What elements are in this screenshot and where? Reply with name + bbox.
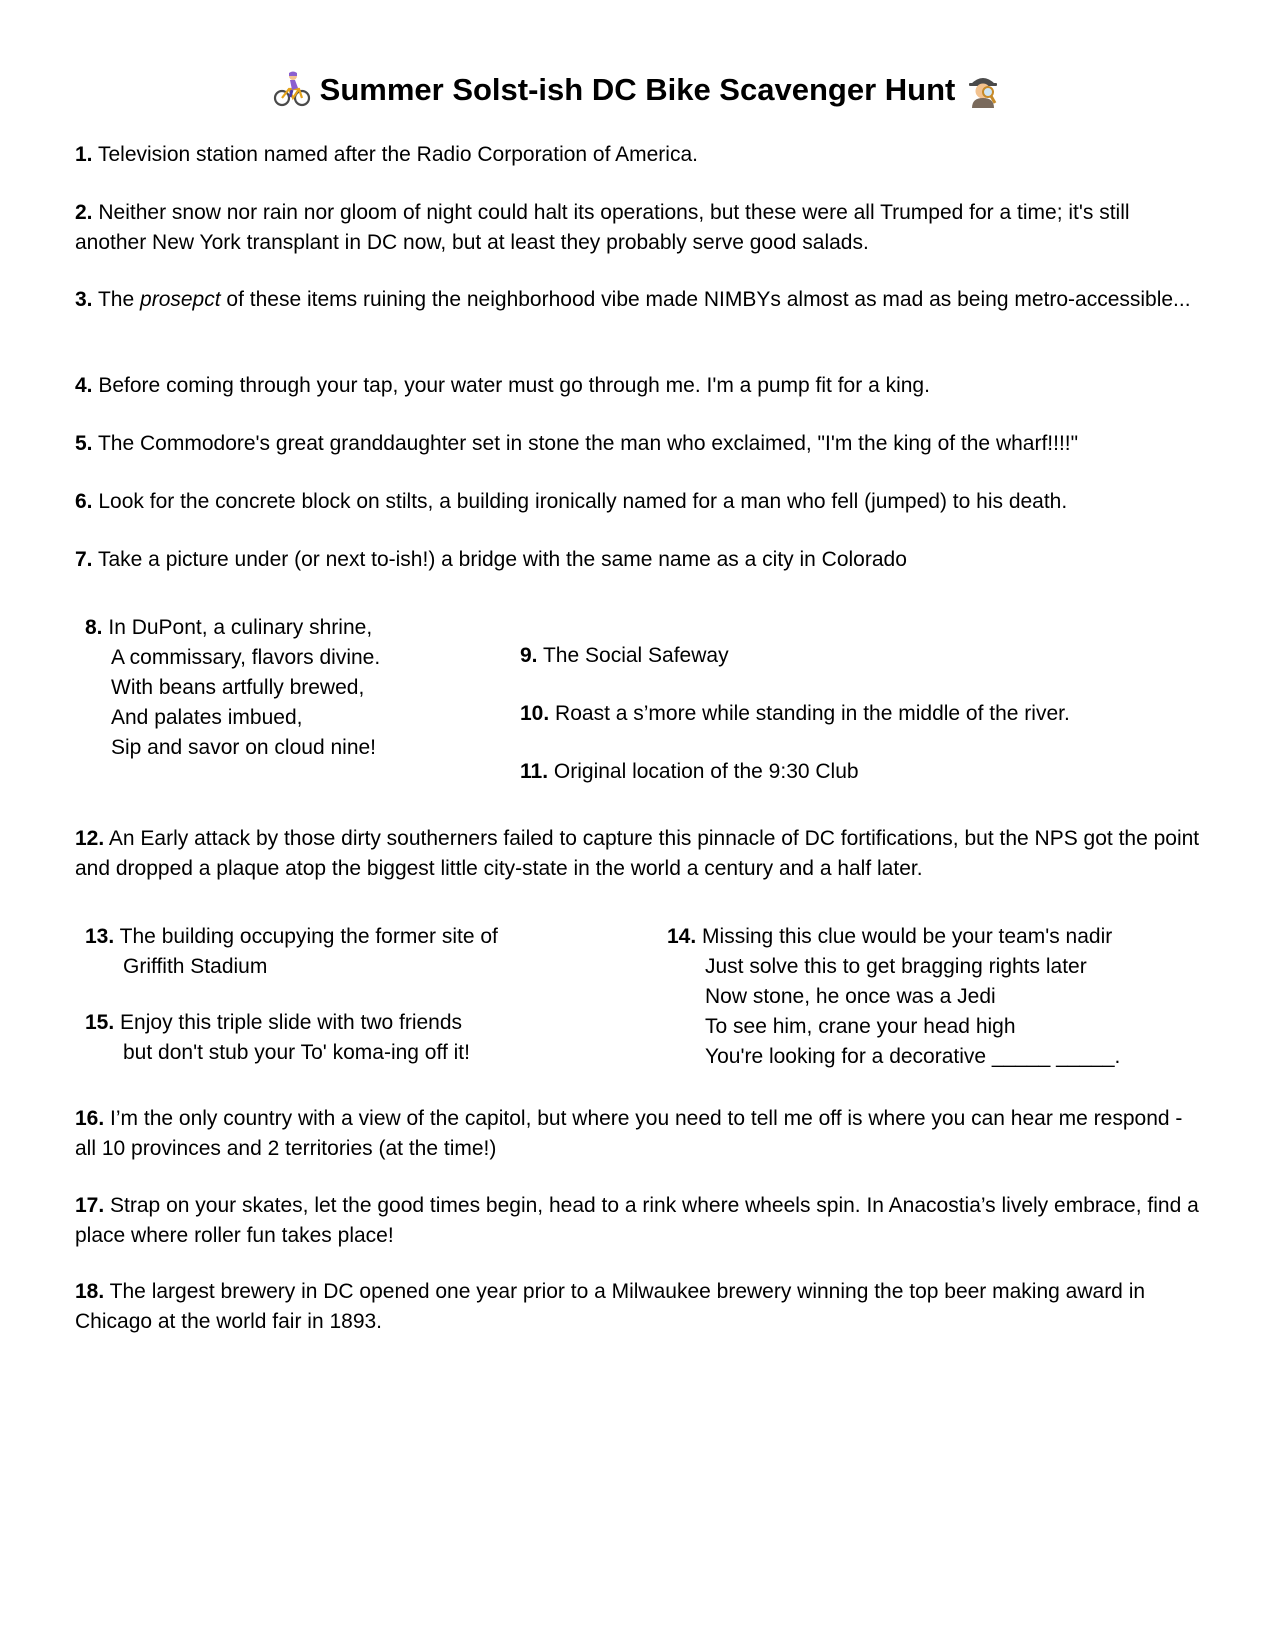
clue-number: 17. — [75, 1194, 105, 1217]
bicycle-rider-icon — [273, 70, 311, 108]
clue-number: 3. — [75, 288, 93, 311]
clue-6 — [75, 487, 1205, 517]
clue-number: 9. — [520, 644, 538, 667]
clue-number: 5. — [75, 432, 93, 455]
clue-text: The largest brewery in DC opened one year prior to a Milwaukee brewery winning the top beer making award in Chicago at the world fair in 1893. — [75, 1280, 1146, 1333]
clue-text: I’m the only country with a view of the capitol, but where you need to tell me off is where you can hear me respond - all 10 provinces and 2 territories (at the time!) — [75, 1107, 1183, 1160]
clue-4 — [75, 371, 1205, 401]
clue-number: 16. — [75, 1107, 105, 1130]
clue-number: 15. — [85, 1011, 115, 1034]
clue-3 — [75, 285, 1205, 315]
poem-line: With beans artfully brewed, — [111, 676, 365, 699]
clue-11 — [520, 757, 1200, 787]
clue-number: 10. — [520, 702, 550, 725]
clue-text: An Early attack by those dirty southerners failed to capture this pinnacle of DC fortifications, but the NPS got the point and dropped a plaque atop the biggest little city-state in the world a century and a half later. — [75, 827, 1200, 880]
clue-text: Strap on your skates, let the good times begin, head to a rink where wheels spin. In Anacostia’s lively embrace, find a place where roller fun takes place! — [75, 1194, 1199, 1247]
clue-line: but don't stub your To' koma-ing off it! — [123, 1041, 470, 1064]
clue-7 — [75, 545, 1205, 575]
detective-icon — [964, 70, 1002, 108]
poem-line: You're looking for a decorative _____ _____. — [705, 1045, 1121, 1068]
clue-number: 18. — [75, 1280, 105, 1303]
clue-18 — [75, 1277, 1205, 1337]
clue-10 — [520, 699, 1200, 729]
poem-line: Now stone, he once was a Jedi — [705, 985, 996, 1008]
poem-line: Sip and savor on cloud nine! — [111, 736, 377, 759]
clue-text-pre: The — [97, 288, 135, 311]
clue-text: Original location of the 9:30 Club — [553, 760, 859, 783]
clue-17 — [75, 1191, 1205, 1251]
clue-number: 12. — [75, 827, 105, 850]
clue-16 — [75, 1104, 1205, 1164]
clue-9 — [520, 641, 1200, 671]
clue-text: The Social Safeway — [542, 644, 729, 667]
clue-number: 8. — [85, 616, 103, 639]
poem-line: A commissary, flavors divine. — [111, 646, 381, 669]
page-title — [0, 70, 1275, 110]
clue-15 — [85, 1008, 645, 1068]
clue-number: 13. — [85, 925, 115, 948]
clue-number: 14. — [667, 925, 697, 948]
clue-number: 4. — [75, 374, 93, 397]
clue-text: Roast a s’more while standing in the middle of the river. — [555, 702, 1070, 725]
clue-number: 11. — [520, 760, 549, 783]
clue-number: 2. — [75, 201, 93, 224]
clue-line: Enjoy this triple slide with two friends — [120, 1011, 463, 1034]
clue-number: 6. — [75, 490, 93, 513]
clue-text: Look for the concrete block on stilts, a building ironically named for a man who fell (jumped) to his death. — [98, 490, 1068, 513]
clue-number: 1. — [75, 143, 93, 166]
clue-12 — [75, 824, 1205, 884]
clue-text: The Commodore's great granddaughter set in stone the man who exclaimed, "I'm the king of the wharf!!!!" — [97, 432, 1079, 455]
poem-line: Missing this clue would be your team's nadir — [702, 925, 1113, 948]
title-text: Summer Solst-ish DC Bike Scavenger Hunt — [319, 72, 956, 107]
clue-text: Take a picture under (or next to-ish!) a bridge with the same name as a city in Colorado — [97, 548, 907, 571]
clue-13 — [85, 922, 645, 982]
clue-2 — [75, 198, 1205, 258]
clue-text: Television station named after the Radio Corporation of America. — [97, 143, 698, 166]
poem-line: Just solve this to get bragging rights later — [705, 955, 1087, 978]
clue-1 — [75, 140, 1205, 170]
clue-14 — [667, 922, 1227, 1072]
clue-text: Neither snow nor rain nor gloom of night could halt its operations, but these were all Trumped for a time; it's still another New York transplant in DC now, but at least they probably serve good salads. — [75, 201, 1130, 254]
clue-line: Griffith Stadium — [123, 955, 268, 978]
clue-8 — [85, 613, 505, 763]
poem-line: To see him, crane your head high — [705, 1015, 1016, 1038]
clue-line: The building occupying the former site of — [119, 925, 498, 948]
clue-text-italic: prosepct — [140, 288, 221, 311]
poem-line: And palates imbued, — [111, 706, 303, 729]
clue-text-post: of these items ruining the neighborhood vibe made NIMBYs almost as mad as being metro-accessible... — [226, 288, 1191, 311]
clue-number: 7. — [75, 548, 93, 571]
clue-5 — [75, 429, 1205, 459]
poem-line: In DuPont, a culinary shrine, — [108, 616, 373, 639]
clue-text: Before coming through your tap, your water must go through me. I'm a pump fit for a king. — [98, 374, 930, 397]
